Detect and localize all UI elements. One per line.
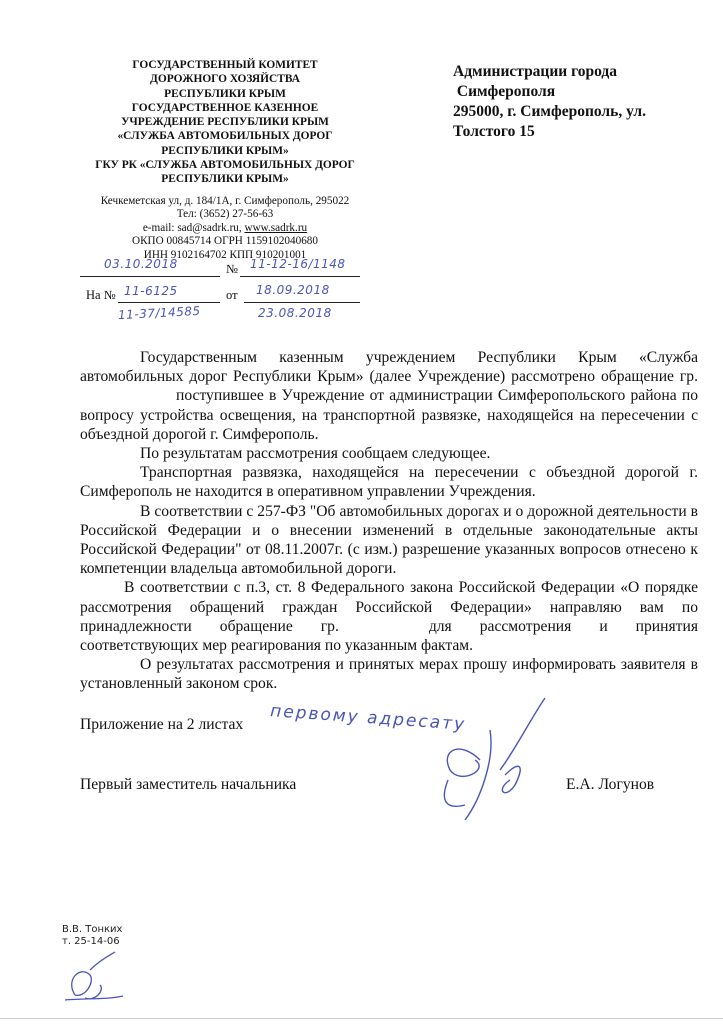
number-sign-label: № [226, 262, 238, 276]
paragraph-5-part-2: для рассмотрения и принятия соответствующих мер реагирования по указанным фактам. [80, 617, 698, 655]
from-label: от [226, 288, 238, 302]
outgoing-number-line [240, 276, 360, 277]
extra-number-handwritten: 11-37/14585 [117, 303, 201, 323]
executor-initials [55, 950, 125, 1010]
org-line: ГКУ РК «СЛУЖБА АВТОМОБИЛЬНЫХ ДОРОГ [95, 159, 355, 172]
signatory-name: Е.А. Логунов [566, 776, 655, 793]
org-line: «СЛУЖБА АВТОМОБИЛЬНЫХ ДОРОГ [117, 130, 333, 143]
handwritten-signature [420, 690, 560, 830]
executor-phone: т. 25-14-06 [62, 936, 120, 947]
sender-website-link[interactable]: www.sadrk.ru [244, 221, 308, 234]
executor-name: В.В. Тонких [62, 924, 123, 935]
org-line: РЕСПУБЛИКИ КРЫМ [164, 87, 286, 100]
sender-phone: Тел: (3652) 27-56-63 [176, 208, 274, 221]
incoming-date-handwritten: 18.09.2018 [256, 283, 330, 297]
outgoing-date-line [80, 276, 220, 277]
incoming-number-line [118, 302, 220, 303]
paragraph-3: Транспортная развязка, находящейся на пересечении с объездной дорогой г. Симферополь не находится в оперативном управлении Учреждения. [80, 464, 698, 501]
sender-organization [60, 58, 390, 187]
org-line: ДОРОЖНОГО ХОЗЯЙСТВА [150, 73, 300, 86]
recipient-line: 295000, г. Симферополь, ул. [453, 103, 647, 120]
incoming-number-handwritten: 11-6125 [124, 284, 178, 298]
sender-email-web [60, 222, 390, 235]
paragraph-4: В соответствии с 257-ФЗ "Об автомобильных дорогах и о дорожной деятельности в Российской Федерации и о внесении изменений в отдельные законодательные акты Российской Федерации" от 08.11.2007г. (с изм.) разрешение указанных вопросов отнесено к компетенции владельца автомобильной дороги. [80, 502, 698, 578]
org-line: УЧРЕЖДЕНИЕ РЕСПУБЛИКИ КРЫМ [121, 116, 329, 129]
executor-block [62, 924, 122, 948]
appendix-handwritten-note: первому адресату [269, 701, 467, 735]
org-line: РЕСПУБЛИКИ КРЫМ» [161, 173, 289, 186]
sender-okpo-ogrn: ОКПО 00845714 ОГРН 1159102040680 [132, 235, 318, 248]
paragraph-2: По результатам рассмотрения сообщаем следующее. [140, 445, 491, 463]
org-line: РЕСПУБЛИКИ КРЫМ» [161, 144, 289, 157]
paragraph-5 [80, 578, 698, 655]
sender-email[interactable]: e-mail: sad@sadrk.ru, [142, 221, 242, 234]
paragraph-5-part-1: В соответствии с п.3, ст. 8 Федерального закона Российской Федерации «О порядке рассмотрения обращений граждан Российской Федерации» направляю вам по принадлежности обращение гр. [80, 579, 698, 635]
extra-date-handwritten: 23.08.2018 [258, 306, 332, 320]
sender-contacts [60, 195, 390, 262]
recipient-line: Администрации города [453, 63, 618, 80]
letter-body [80, 348, 698, 694]
org-line: ГОСУДАРСТВЕННОЕ КАЗЕННОЕ [131, 101, 319, 114]
incoming-date-line [244, 302, 360, 303]
recipient-line: Толстого 15 [453, 123, 535, 140]
paragraph-6: О результатах рассмотрения и принятых мерах прошу информировать заявителя в установленный законом срок. [80, 656, 698, 693]
paragraph-1 [80, 348, 698, 444]
outgoing-date-handwritten: 03.10.2018 [104, 257, 178, 271]
org-line: ГОСУДАРСТВЕННЫЙ КОМИТЕТ [132, 59, 318, 71]
sender-address: Кечкеметская ул, д. 184/1А, г. Симферополь, 295022 [100, 195, 350, 207]
appendix-note: Приложение на 2 листах [80, 716, 244, 733]
recipient-line: Симферополя [453, 83, 556, 100]
page-bottom-edge [0, 1018, 723, 1019]
signatory-role: Первый заместитель начальника [80, 776, 297, 793]
paragraph-1-part-1: Государственным казенным учреждением Республики Крым «Служба автомобильных дорог Республики Крым» (далее Учреждение) рассмотрено обращение гр. [80, 349, 698, 386]
sender-inn-kpp: ИНН 9102164702 КПП 910201001 [143, 248, 307, 261]
on-number-label: На № [86, 288, 116, 302]
paragraph-1-part-2: поступившее в Учреждение от администрации Симферопольского района по вопросу устройства освещения, на транспортной развязке, находящейся на пересечении с объездной дорогой г. Симферополь. [80, 387, 698, 443]
recipient-block [453, 62, 703, 142]
outgoing-number-handwritten: 11-12-16/1148 [250, 257, 346, 271]
